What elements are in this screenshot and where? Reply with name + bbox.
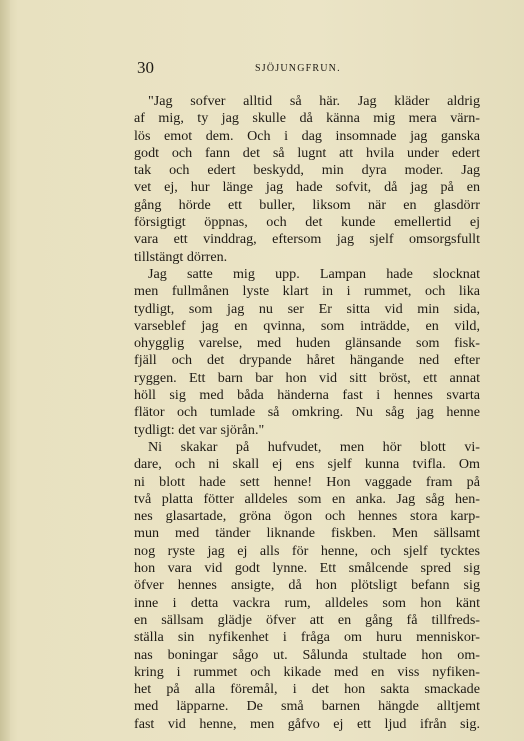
page-number: 30	[137, 58, 154, 77]
text-line: nog ryste jag ej alls för henne, och sjelf tycktes	[134, 542, 480, 559]
page-header	[137, 58, 477, 80]
text-line: med läpparne. De små barnen hängde alltjemt	[134, 698, 480, 715]
text-line: fjäll och det drypande håret hängande ned efter	[134, 352, 480, 369]
text-line: öfver hennes ansigte, då hon plötsligt befann sig	[134, 577, 480, 594]
text-line: hon vara vid godt lynne. Ett smålcende spred sig	[134, 560, 480, 577]
text-line: tak och edert beskydd, min dyra moder. Jag	[134, 162, 480, 179]
text-line: höll sig med båda händerna fast i hennes svarta	[134, 387, 480, 404]
text-line: vet ej, hur länge jag hade sofvit, då jag på en	[134, 179, 480, 196]
text-line: nas boningar sågo ut. Sålunda stultade hon om-	[134, 646, 480, 663]
text-line: "Jag sofver alltid så här. Jag kläder aldrig	[148, 93, 480, 109]
text-line: Jag satte mig upp. Lampan hade slocknat	[148, 265, 480, 282]
running-head: SJÖJUNGFRUN.	[255, 63, 341, 74]
text-line: lös emot dem. Och i dag insomnade jag ganska	[134, 127, 480, 144]
text-line: godt och fann det så lugnt att hvila under edert	[134, 144, 480, 161]
text-line: men fullmånen lyste klart in i rummet, och lika	[134, 283, 480, 300]
text-line: varseblef jag en qvinna, som inträdde, en vild,	[134, 317, 480, 334]
text-line: het på alla föremål, i det hon sakta smackade	[134, 681, 480, 698]
text-line: af mig, ty jag skulle då känna mig mera värn-	[134, 110, 480, 127]
page-gutter-shadow	[0, 0, 10, 741]
text-line: vara ett vinddrag, eftersom jag sjelf omsorgsfullt	[134, 231, 480, 248]
text-line: tillstängt dörren.	[134, 248, 228, 265]
text-line: kring i rummet och kikade med en viss nyfiken-	[134, 663, 480, 680]
body-text	[134, 93, 480, 733]
text-line: gång hörde ett buller, liksom när en glasdörr	[134, 196, 480, 213]
text-line: tydligt: det var sjörån."	[134, 421, 265, 438]
text-line: fast vid henne, men gåfvo ej ett ljud ifrån sig.	[134, 715, 480, 732]
text-line: ohygglig varelse, med huden glänsande som fisk-	[134, 335, 480, 352]
text-line: Ni skakar på hufvudet, men hör blott vi-	[148, 438, 480, 455]
text-line: flätor och tumlade så omkring. Nu såg jag henne	[134, 404, 480, 421]
text-line: dare, och ni skall ej ens sjelf kunna tvifla. Om	[134, 456, 480, 473]
text-line: försigtigt öppnas, och det kunde emellertid ej	[134, 214, 480, 231]
text-line: tydligt, som jag nu ser Er sitta vid min sida,	[134, 300, 480, 317]
text-line: nes glasartade, gröna ögon och hennes stora karp-	[134, 508, 480, 525]
text-line: ställa sin nyfikenhet i fråga om huru menniskor-	[134, 629, 480, 646]
text-line: ryggen. Ett barn bar hon vid sitt bröst, ett annat	[134, 369, 480, 386]
text-line: en sällsam glädje öfver att en gång få tillfreds-	[134, 611, 480, 628]
text-line: mun med tänder liknande fiskben. Men sällsamt	[134, 525, 480, 542]
text-line: inne i detta vackra rum, alldeles som hon känt	[134, 594, 480, 611]
text-line: två platta fötter alldeles som en anka. Jag såg hen-	[134, 490, 480, 507]
text-line: ni blott hade sett henne! Hon vaggade fram på	[134, 473, 480, 490]
